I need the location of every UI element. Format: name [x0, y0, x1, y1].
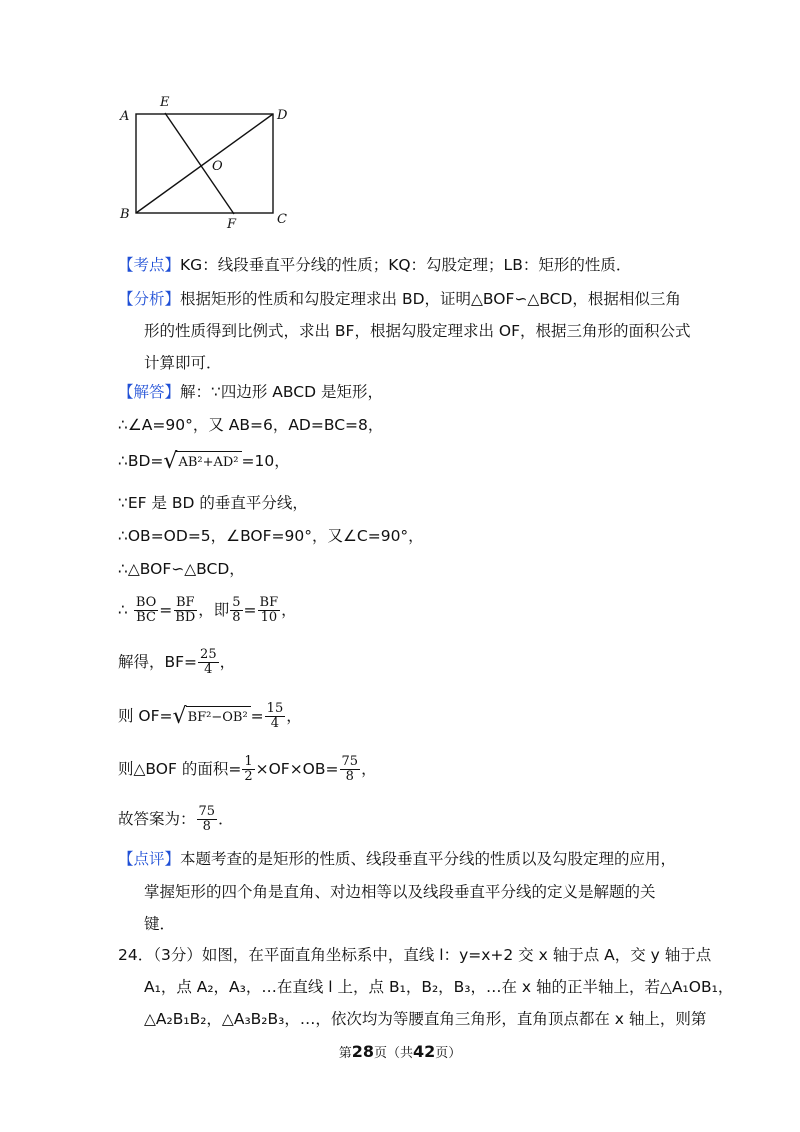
fraction-5-8: $\frac{5}{8}$	[232, 595, 241, 625]
area-product: ×OF×OB=	[255, 760, 339, 778]
jieda-tag: 【解答】	[118, 383, 181, 401]
footer-pre: 第	[338, 1046, 352, 1061]
kaodian-line	[118, 254, 631, 276]
fenxi-line-3: 计算即可．	[144, 354, 222, 372]
label-e: E	[160, 95, 170, 110]
dianping-tag: 【点评】	[118, 850, 181, 868]
comma: ，	[286, 707, 302, 725]
bf-label: 解得，BF=	[118, 653, 198, 671]
jieda-line-10	[118, 755, 377, 784]
jieda-line-2: ∴∠A=90°，又 AB=6，AD=BC=8，	[118, 416, 384, 434]
label-b: B	[120, 207, 130, 222]
sqrt-of: √ BF²−OB²	[173, 706, 251, 728]
radicand-of: BF²−OB²	[186, 706, 251, 728]
fenxi-text-1: 根据矩形的性质和勾股定理求出 BD，证明△BOF∽△BCD，根据相似三角	[180, 290, 681, 308]
q24-line-1: 24．（3分）如图，在平面直角坐标系中，直线 l：y=x+2 交 x 轴于点 A，交 y 轴于点	[118, 946, 712, 964]
fraction-25-4: $\frac{25}{4}$	[200, 647, 217, 677]
total-pages: 42	[413, 1042, 436, 1061]
fraction-75-8: $\frac{75}{8}$	[341, 754, 359, 784]
dianping-line-1	[118, 848, 676, 870]
jieda-line-1	[118, 381, 383, 403]
jieda-line-9	[118, 702, 302, 731]
kaodian-tag: 【考点】	[118, 256, 181, 274]
fenxi-line-2: 形的性质得到比例式，求出 BF，根据勾股定理求出 OF，根据三角形的面积公式	[144, 322, 691, 340]
area-label: 则△BOF 的面积=	[118, 760, 242, 778]
segment-ef	[165, 113, 234, 214]
equals-sign: =	[159, 601, 173, 619]
fraction-bf-bd: $\frac{BF}{BD}$	[175, 595, 196, 625]
dianping-text-1: 本题考查的是矩形的性质、线段垂直平分线的性质以及勾股定理的应用，	[180, 850, 677, 868]
page-footer	[0, 1042, 800, 1061]
bd-label: ∴BD=	[118, 452, 164, 470]
label-c: C	[277, 212, 287, 227]
footer-post: 页）	[435, 1046, 462, 1061]
label-o: O	[212, 159, 223, 174]
dianping-line-3: 键．	[144, 915, 176, 933]
radicand-bd: AB²+AD²	[176, 451, 241, 473]
jieda-line-3	[118, 450, 290, 473]
q24-line-3: △A₂B₁B₂，△A₃B₂B₃，…，依次均为等腰直角三角形，直角顶点都在 x 轴上，则第	[144, 1010, 707, 1028]
period: ．	[218, 810, 234, 828]
ji-text: ，即	[198, 601, 230, 619]
kaodian-text: KG：线段垂直平分线的性质；KQ：勾股定理；LB：矩形的性质．	[180, 256, 632, 274]
q24-line-2: A₁，点 A₂，A₃，…在直线 l 上，点 B₁，B₂，B₃，…在 x 轴的正半轴上，若△A₁OB₁，	[144, 978, 734, 996]
answer-label: 故答案为：	[118, 810, 196, 828]
jieda-line-5: ∴OB=OD=5，∠BOF=90°，又∠C=90°，	[118, 527, 424, 545]
fraction-15-4: $\frac{15}{4}$	[266, 701, 284, 731]
fenxi-line-1	[118, 288, 681, 310]
comma: ，	[361, 760, 377, 778]
label-f: F	[227, 217, 237, 232]
comma: ，	[281, 601, 297, 619]
footer-mid: 页（共	[373, 1046, 413, 1061]
therefore-symbol: ∴	[118, 601, 128, 619]
rectangle-figure	[0, 0, 800, 240]
sqrt-bd: √ AB²+AD²	[163, 451, 241, 473]
comma: ，	[219, 653, 236, 671]
dianping-line-2: 掌握矩形的四个角是直角、对边相等以及线段垂直平分线的定义是解题的关	[144, 883, 656, 901]
fraction-1-2: $\frac{1}{2}$	[244, 754, 253, 784]
jieda-line-11	[118, 805, 234, 834]
bd-result: =10，	[241, 452, 290, 470]
jieda-line-7	[118, 596, 297, 625]
jieda-line-4: ∵EF 是 BD 的垂直平分线，	[118, 494, 308, 512]
page-number: 28	[351, 1042, 374, 1061]
equals-sign: =	[250, 707, 264, 725]
jieda-line-6: ∴△BOF∽△BCD，	[118, 560, 245, 578]
equals-sign-2: =	[243, 601, 257, 619]
diagonal-bd	[136, 114, 273, 213]
fraction-answer-75-8: $\frac{75}{8}$	[198, 804, 216, 834]
fenxi-tag: 【分析】	[118, 290, 181, 308]
jieda-text-1: 解：∵四边形 ABCD 是矩形，	[180, 383, 383, 401]
of-label: 则 OF=	[118, 707, 173, 725]
fraction-bo-bc: $\frac{BO}{BC}$	[135, 595, 157, 625]
fraction-bf-10: $\frac{BF}{10}$	[259, 595, 279, 625]
jieda-line-8	[118, 648, 235, 677]
label-a: A	[120, 109, 130, 124]
label-d: D	[277, 108, 288, 123]
